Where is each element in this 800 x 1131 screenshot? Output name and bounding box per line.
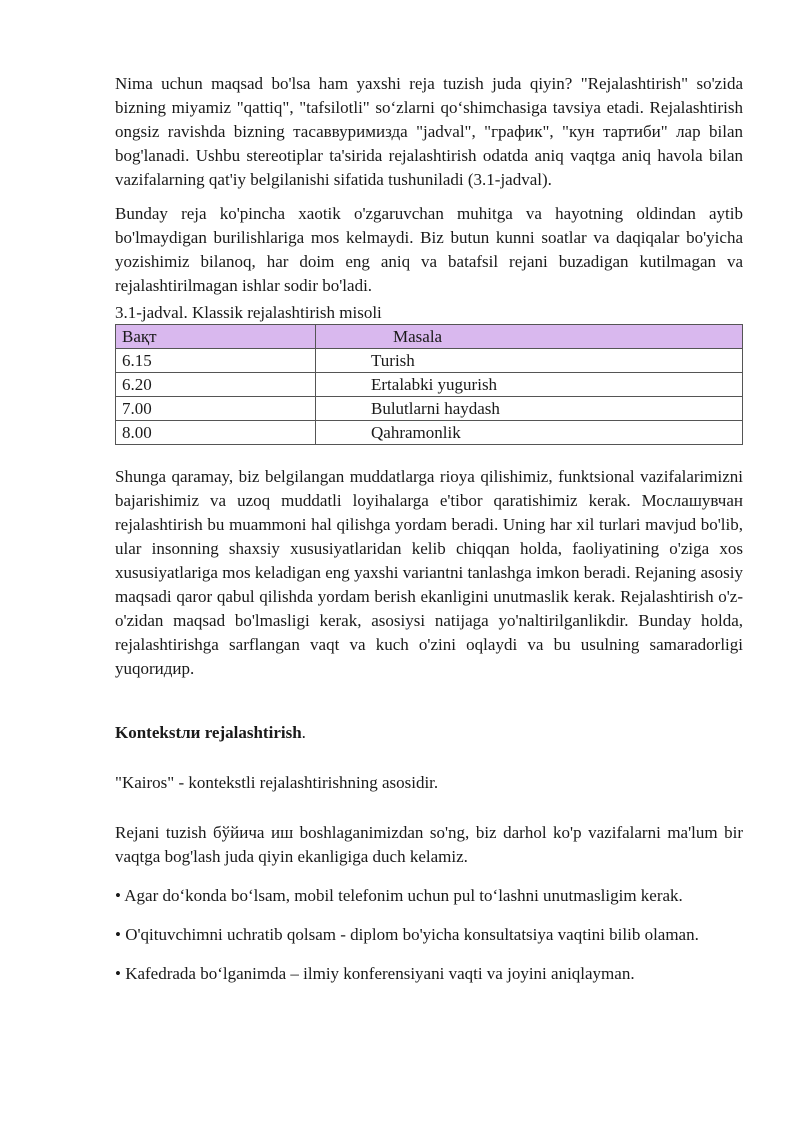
cell-task: Turish — [316, 349, 743, 373]
bullet-item: • Kafedrada bo‘lganimda – ilmiy konferensiyani vaqti va joyini aniqlayman. — [115, 964, 635, 983]
table-row — [116, 421, 743, 445]
cell-task: Ertalabki yugurish — [316, 373, 743, 397]
table-row — [116, 349, 743, 373]
cell-time: 8.00 — [116, 421, 316, 445]
heading-bold: Kontekstли rejalashtirish — [115, 723, 302, 742]
table-caption: 3.1-jadval. Klassik rejalashtirish misoli — [115, 303, 382, 322]
schedule-table — [115, 324, 743, 445]
cell-time: 6.15 — [116, 349, 316, 373]
table-header-row — [116, 325, 743, 349]
paragraph-chaos: Bunday reja ko'pincha xaotik o'zgaruvchan muhitga va hayotning oldindan aytib bo'lmaydigan burilishlariga mos kelmaydi. Biz butun kunni soatlar va daqiqalar bo'yicha yozishimiz bilanoq, har doim eng aniq va batafsil rejani buzadigan kutilmagan va rejalashtirilmagan ishlar sodir bo'ladi. — [115, 204, 743, 295]
cell-time: 6.20 — [116, 373, 316, 397]
table-row — [116, 397, 743, 421]
section-heading — [115, 721, 743, 745]
bullet-item: • Agar do‘konda bo‘lsam, mobil telefonim uchun pul to‘lashni unutmasligim kerak. — [115, 886, 683, 905]
paragraph-flexible: Shunga qaramay, biz belgilangan muddatlarga rioya qilishimiz, funktsional vazifalarimizni bajarishimiz va uzoq muddatli loyihalarga e'tibor qaratishimiz kerak. Мослашувчан rejalashtirish bu muammoni hal qilishga yordam beradi. Uning har xil turlari mavjud bo'lib, ular insonning shaxsiy xususiyatlaridan kelib chiqqan holda, faoliyatining o'ziga xos xususiyatlariga mos keladigan eng yaxshi variantni tanlashga imkon beradi. Rejaning asosiy maqsadi qaror qabul qilishda yordam berish ekanligini unutmaslik kerak. Rejalashtirish o'z-o'zidan maqsad bo'lmasligi kerak, asosiysi natijaga yo'naltirilganlikdir. Bunday holda, rejalashtirishga sarflangan vaqt va kuch o'zini oqlaydi va bu usulning samaradorligi yuqorидир. — [115, 467, 743, 678]
paragraph-kairos: "Kairos" - kontekstli rejalashtirishning asosidir. — [115, 773, 439, 792]
cell-task: Bulutlarni haydash — [316, 397, 743, 421]
header-time: Вақт — [116, 325, 316, 349]
document-page — [115, 72, 743, 986]
table-row — [116, 373, 743, 397]
header-task: Masala — [316, 325, 743, 349]
cell-task: Qahramonlik — [316, 421, 743, 445]
cell-time: 7.00 — [116, 397, 316, 421]
bullet-item: • O'qituvchimni uchratib qolsam - diplom bo'yicha konsultatsiya vaqtini bilib olaman. — [115, 925, 699, 944]
heading-suffix: . — [301, 723, 306, 742]
paragraph-start: Rejani tuzish бўйича иш boshlaganimizdan so'ng, biz darhol ko'p vazifalarni ma'lum bir vaqtga bog'lash juda qiyin ekanligiga duch kelamiz. — [115, 823, 743, 866]
paragraph-intro: Nima uchun maqsad bo'lsa ham yaxshi reja tuzish juda qiyin? "Rejalashtirish" so'zida bizning miyamiz "qattiq", "tafsilotli" so‘zlarni qo‘shimchasiga tavsiya etadi. Rejalashtirish ongsiz ravishda bizning тасаввуримизда "jadval", "график", "кун тартиби" лар bilan bog'lanadi. Ushbu stereotiplar ta'sirida rejalashtirish odatda aniq vaqtga aniq havola bilan vazifalarning qat'iy belgilanishi sifatida tushuniladi (3.1-jadval). — [115, 74, 743, 189]
